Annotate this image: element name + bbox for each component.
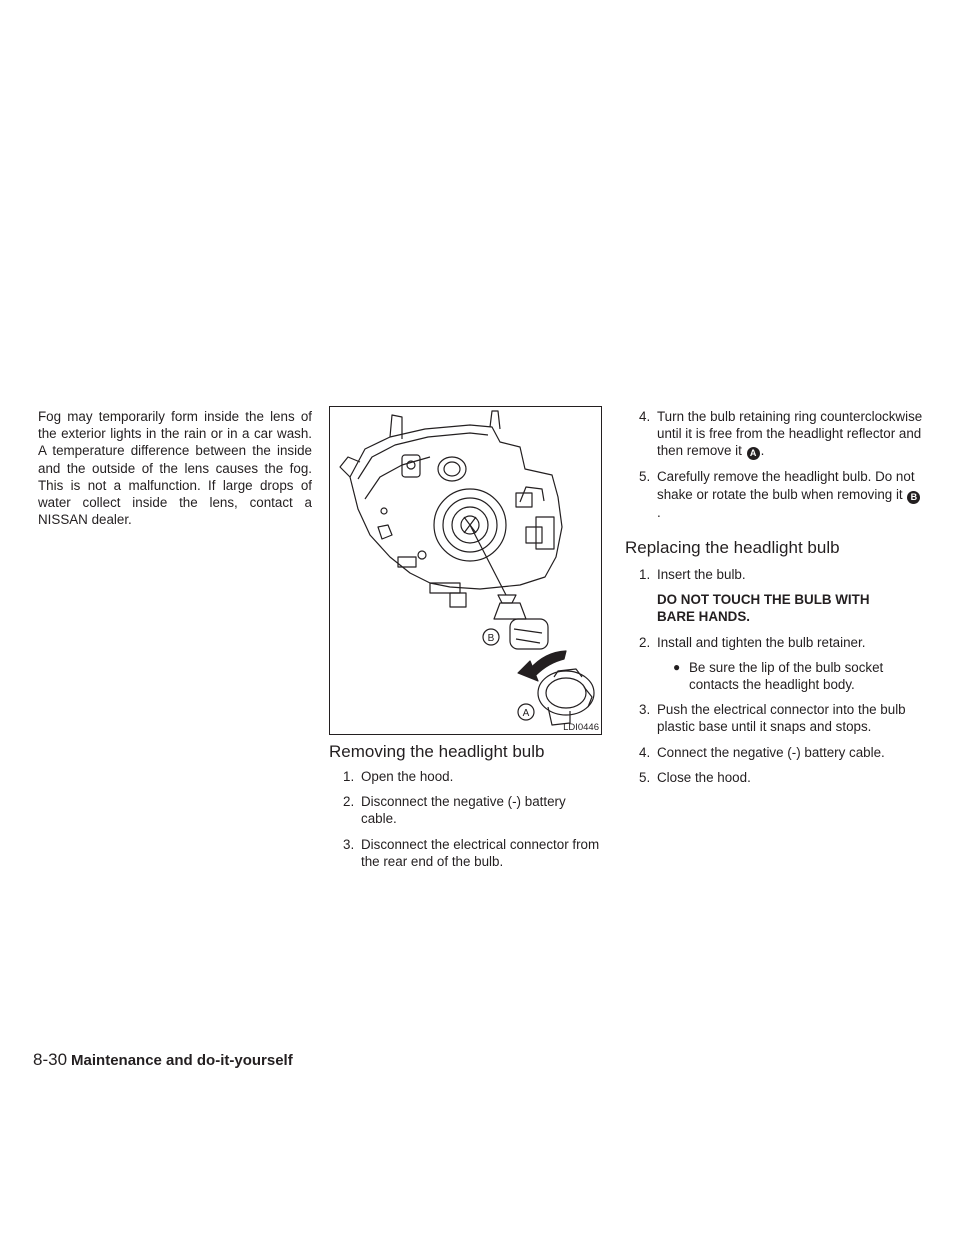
replacing-heading: Replacing the headlight bulb xyxy=(625,538,840,557)
step-number: 4. xyxy=(639,744,651,760)
step-text: Turn the bulb retaining ring counterclockwise until it is free from the headlight reflector and then remove it xyxy=(657,409,923,459)
step-number: 1. xyxy=(343,769,355,784)
section-title: Maintenance and do-it-yourself xyxy=(71,1052,293,1069)
step-end: . xyxy=(657,504,661,520)
removing-steps-continued xyxy=(625,408,925,529)
removing-heading: Removing the headlight bulb xyxy=(329,742,545,761)
intro-paragraph: Fog may temporarily form inside the lens of the exterior lights in the rain or in a car wash. A temperature difference between the inside and the outside of the lens causes the fog. This is not a malfunction. If large drops of water collect inside the lens, contact a NISSAN dealer. xyxy=(38,409,312,528)
page-number: 8-30 xyxy=(33,1050,68,1069)
intro-column xyxy=(38,408,312,528)
removing-step-3 xyxy=(329,836,603,870)
removing-step-5 xyxy=(625,468,925,520)
step-text: Disconnect the electrical connector from the rear end of the bulb. xyxy=(361,836,600,869)
replacing-step-4 xyxy=(625,744,925,761)
replacing-steps xyxy=(625,566,925,794)
step-number: 3. xyxy=(343,836,355,852)
step-text: Insert the bulb. xyxy=(657,567,746,582)
step-text: Push the electrical connector into the bulb plastic base until it snaps and stops. xyxy=(657,702,906,735)
figure-label-a: A xyxy=(522,708,530,719)
callout-b-icon: B xyxy=(907,491,920,504)
removing-step-4 xyxy=(625,408,925,460)
removing-step-1 xyxy=(329,768,603,785)
replacing-step-2 xyxy=(625,634,925,694)
replacing-step-5 xyxy=(625,769,925,786)
step-number: 2. xyxy=(639,634,651,650)
step-number: 3. xyxy=(639,702,651,718)
step-text: Install and tighten the bulb retainer. xyxy=(657,634,866,650)
step-number: 5. xyxy=(639,469,651,485)
step-number: 5. xyxy=(639,769,651,785)
step-text: Carefully remove the headlight bulb. Do not shake or rotate the bulb when removing it xyxy=(657,469,915,502)
step-number: 1. xyxy=(639,567,651,582)
step-end: . xyxy=(760,443,765,459)
step-number: 4. xyxy=(639,409,651,424)
step-text: Connect the negative (-) battery cable. xyxy=(657,744,885,760)
bullet-text: Be sure the lip of the bulb socket contacts the headlight body. xyxy=(689,659,884,693)
bullet-item xyxy=(657,659,925,693)
replacing-step-1 xyxy=(625,566,925,626)
bullet-icon: ● xyxy=(673,659,681,674)
figure-label-b: B xyxy=(487,633,495,644)
step-text: Close the hood. xyxy=(657,769,751,785)
figure-code: LDI0446 xyxy=(563,722,599,733)
step-number: 2. xyxy=(343,794,355,810)
replacing-step-3 xyxy=(625,701,925,735)
callout-a-icon: A xyxy=(747,447,760,460)
headlight-drawing xyxy=(330,407,602,735)
removing-steps xyxy=(329,768,603,878)
step-text: Disconnect the negative (-) battery cable. xyxy=(361,794,566,827)
headlight-illustration xyxy=(329,406,602,735)
page-footer xyxy=(33,1050,293,1071)
warning-text: DO NOT TOUCH THE BULB WITH BARE HANDS. xyxy=(657,592,870,625)
step-text: Open the hood. xyxy=(361,769,454,784)
removing-step-2 xyxy=(329,793,603,827)
